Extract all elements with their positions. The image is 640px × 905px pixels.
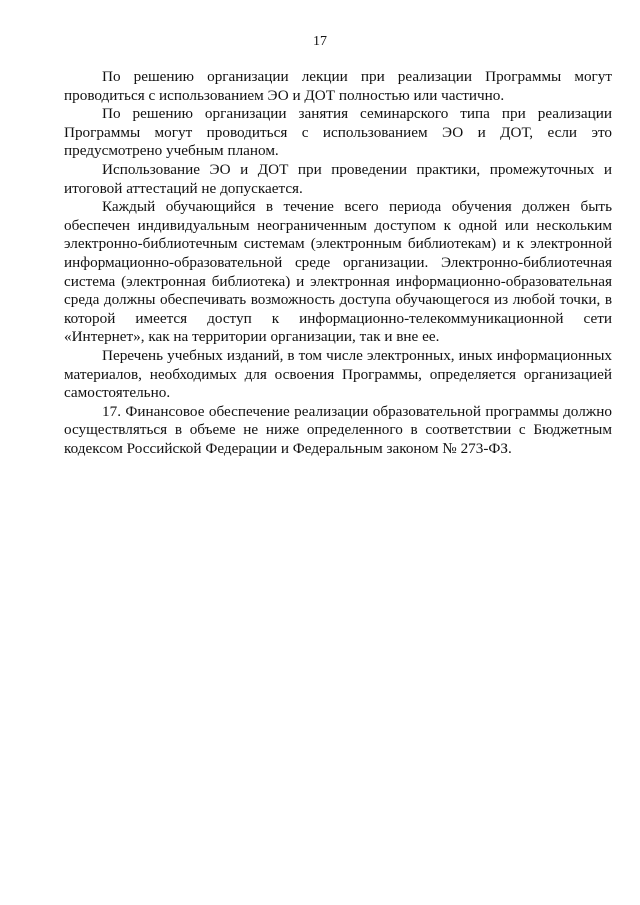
paragraph-library-access: Каждый обучающийся в течение всего периода обучения должен быть обеспечен индивидуальным неограниченным доступом к одной или нескольким электронно-библиотечным системам (электронным библиотекам) и к электронной информационно-образовательной среде организации. Электронно-библиотечная система (электронная библиотека) и электронная информационно-образовательная среда должны обеспечивать возможность доступа обучающегося из любой точки, в которой имеется доступ к информационно-телекоммуникационной сети «Интернет», как на территории организации, так и вне ее. bbox=[64, 198, 612, 346]
paragraph-practice-attestation: Использование ЭО и ДОТ при проведении практики, промежуточных и итоговой аттестаций не допускается. bbox=[64, 160, 612, 197]
page-number: 17 bbox=[313, 34, 327, 49]
paragraph-seminars: По решению организации занятия семинарского типа при реализации Программы могут проводиться с использованием ЭО и ДОТ, если это предусмотрено учебным планом. bbox=[64, 105, 612, 160]
paragraph-financial-support: 17. Финансовое обеспечение реализации образовательной программы должно осуществляться в объеме не ниже определенного в соответствии с Бюджетным кодексом Российской Федерации и Федеральным законом № 273-ФЗ. bbox=[64, 402, 612, 457]
paragraph-lectures: По решению организации лекции при реализации Программы могут проводиться с использованием ЭО и ДОТ полностью или частично. bbox=[64, 68, 612, 104]
document-body bbox=[64, 68, 612, 458]
paragraph-educational-materials: Перечень учебных изданий, в том числе электронных, иных информационных материалов, необходимых для освоения Программы, определяется организацией самостоятельно. bbox=[64, 346, 612, 402]
